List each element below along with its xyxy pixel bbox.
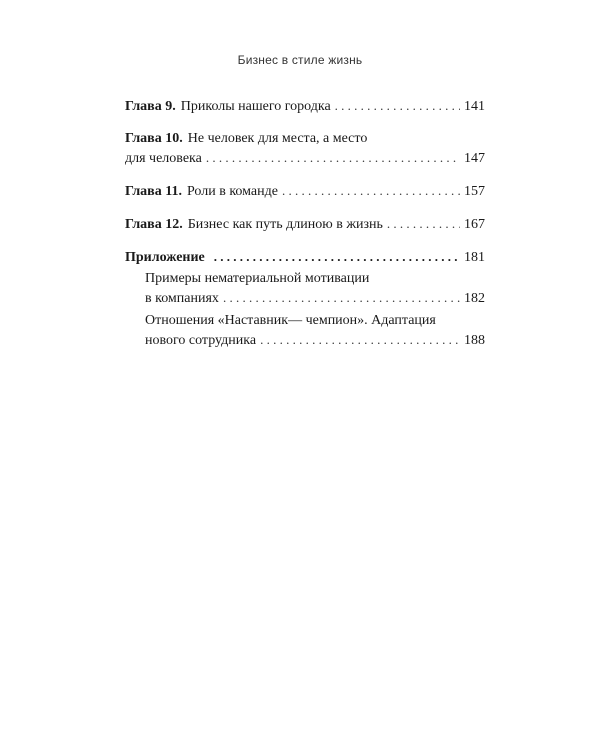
toc-entry-chapter-10[interactable] xyxy=(125,129,485,168)
dot-leader xyxy=(206,148,460,167)
appendix-item-title-continued: нового сотрудника xyxy=(145,333,257,348)
dot-leader xyxy=(260,330,460,349)
chapter-label: Глава 11. xyxy=(125,184,182,199)
chapter-label: Глава 9. xyxy=(125,99,176,114)
page-number: 188 xyxy=(464,333,485,348)
toc-entry-appendix[interactable] xyxy=(125,247,485,267)
toc-entry-chapter-12[interactable] xyxy=(125,214,485,234)
chapter-title-continued: для человека xyxy=(125,151,202,166)
page-number: 157 xyxy=(464,184,485,199)
dot-leader xyxy=(214,247,460,266)
toc-entry-chapter-11[interactable] xyxy=(125,181,485,201)
dot-leader xyxy=(223,288,460,307)
chapter-title: Приколы нашего городка xyxy=(180,99,331,114)
chapter-label: Глава 12. xyxy=(125,217,183,232)
chapter-title: Роли в команде xyxy=(186,184,278,199)
toc-entry-chapter-9[interactable] xyxy=(125,96,485,116)
dot-leader xyxy=(387,214,460,233)
chapter-label: Глава 10. xyxy=(125,131,183,146)
chapter-title: Бизнес как путь длиною в жизнь xyxy=(187,217,383,232)
appendix-item-title: Отношения «Наставник— чемпион». Адаптация xyxy=(145,313,436,328)
dot-leader xyxy=(335,96,460,115)
appendix-title: Приложение xyxy=(125,250,205,265)
appendix-item-title: Примеры нематериальной мотивации xyxy=(145,271,370,286)
page-number: 182 xyxy=(464,291,485,306)
page-number: 181 xyxy=(464,250,485,265)
table-of-contents xyxy=(125,96,485,353)
chapter-title: Не человек для места, а место xyxy=(187,131,368,146)
page-number: 167 xyxy=(464,217,485,232)
appendix-item-title-continued: в компаниях xyxy=(145,291,219,306)
dot-leader xyxy=(282,181,460,200)
page-number: 141 xyxy=(464,99,485,114)
running-head: Бизнес в стиле жизнь xyxy=(237,53,363,67)
toc-entry-appendix-item-1[interactable] xyxy=(145,269,485,308)
page-number: 147 xyxy=(464,151,485,166)
toc-entry-appendix-item-2[interactable] xyxy=(145,311,485,350)
